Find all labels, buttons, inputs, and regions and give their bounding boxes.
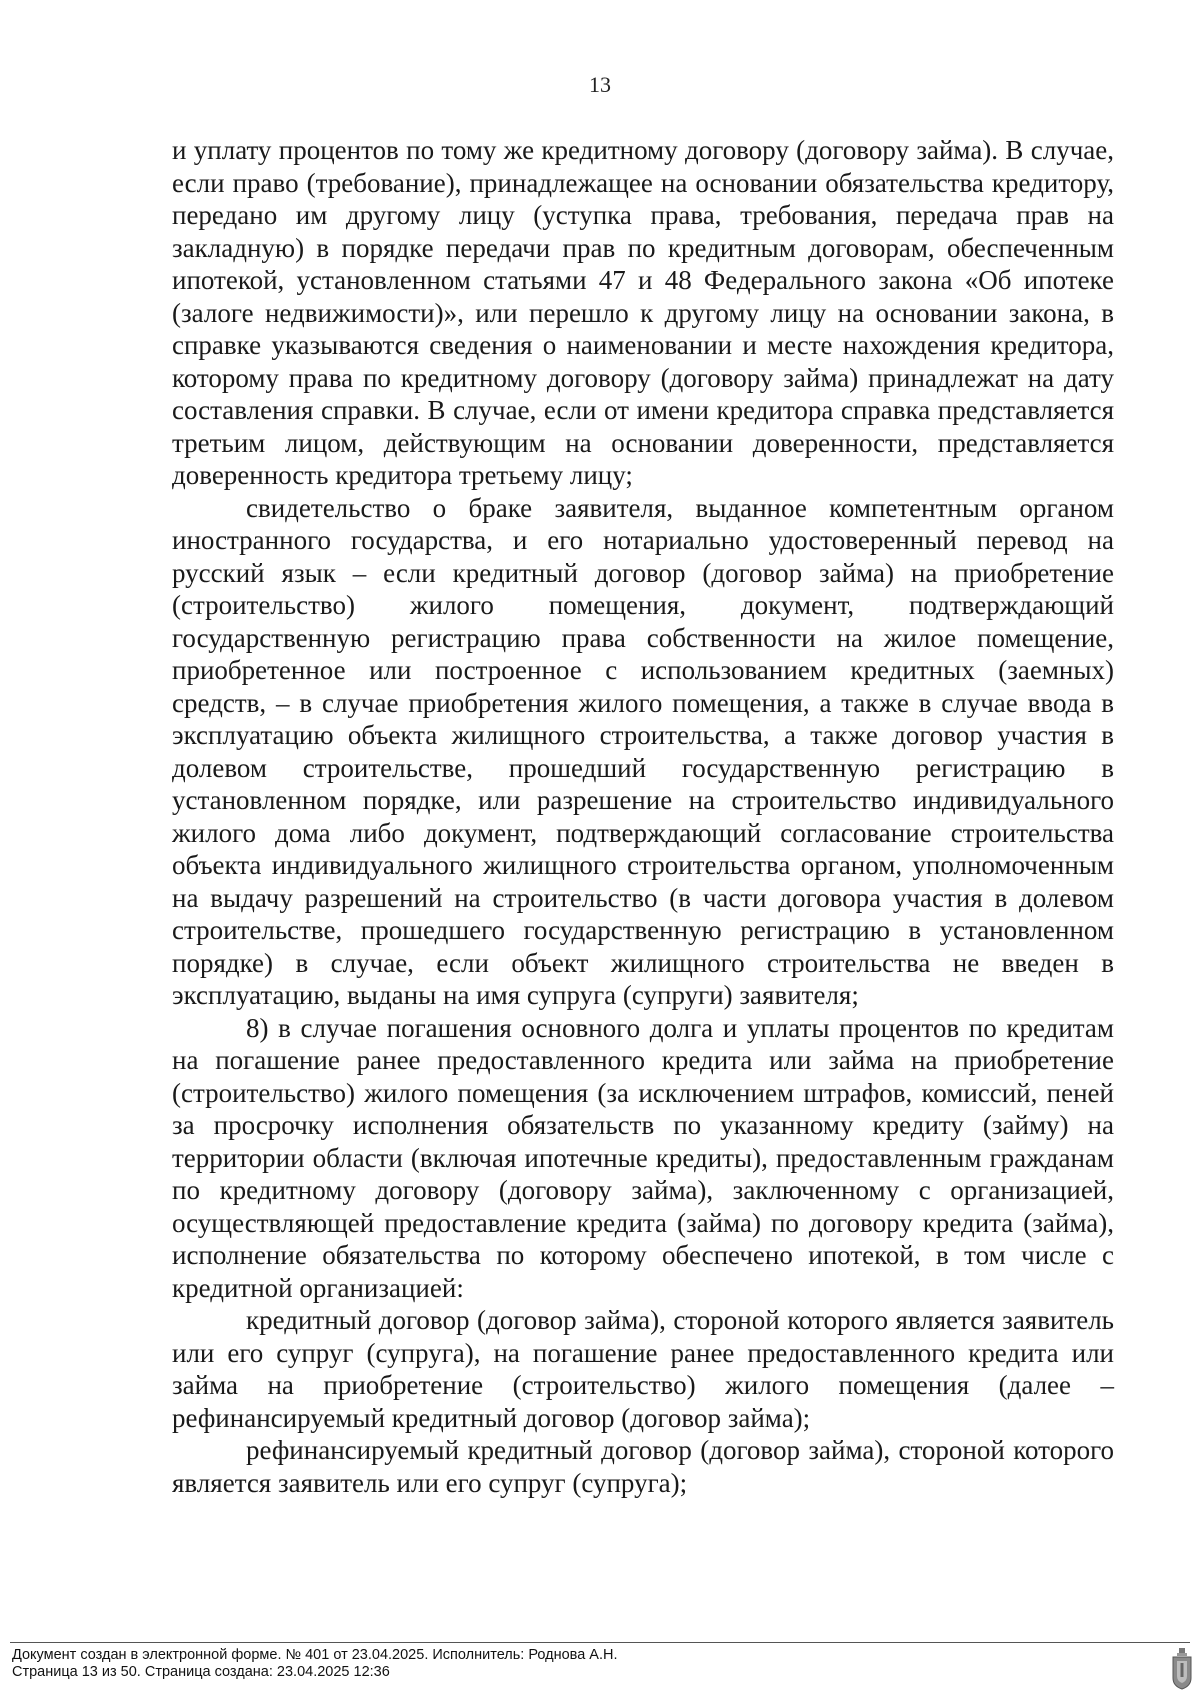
paragraph-marriage-certificate: свидетельство о браке заявителя, выданное компетентным органом иностранного государства, и его нотариально удостоверенный перевод на русский язык – если кредитный договор (договор займа) на приобретение (строительство) жилого помещения, документ, подтверждающий государственную регистрацию права собственности на жилое помещение, приобретенное или построенное с использованием кредитных (заемных) средств, – в случае приобретения жилого помещения, а также в случае ввода в эксплуатацию объекта жилищного строительства, а также договор участия в долевом строительстве, прошедший государственную регистрацию в установленном порядке, или разрешение на строительство индивидуального жилого дома либо документ, подтверждающий согласование строительства объекта индивидуального жилищного строительства органом, уполномоченным на выдачу разрешений на строительство (в части договора участия в долевом строительстве, прошедшего государственную регистрацию в установленном порядке) в случае, если объект жилищного строительства не введен в эксплуатацию, выданы на имя супруга (супруги) заявителя; — [172, 492, 1114, 1010]
coat-of-arms-icon — [1170, 1646, 1194, 1690]
paragraph-refinanced-contract: рефинансируемый кредитный договор (договор займа), стороной которого является заявитель или его супруг (супруга); — [172, 1435, 1114, 1498]
footer-divider — [10, 1642, 1190, 1643]
paragraph-refinancing-contract: кредитный договор (договор займа), стороной которого является заявитель или его супруг (супруга), на погашение ранее предоставленного кредита или займа на приобретение (строительство) жилого помещения (далее – рефинансируемый кредитный договор (договор займа); — [172, 1305, 1114, 1433]
paragraph-continuation: и уплату процентов по тому же кредитному договору (договору займа). В случае, если право (требование), принадлежащее на основании обязательства кредитору, передано им другому лицу (уступка права, требования, передача прав на закладную) в порядке передачи прав по кредитным договорам, обеспеченным ипотекой, установленном статьями 47 и 48 Федерального закона «Об ипотеке (залоге недвижимости)», или перешло к другому лицу на основании закона, в справке указываются сведения о наименовании и месте нахождения кредитора, которому права по кредитному договору (договору займа) принадлежат на дату составления справки. В случае, если от имени кредитора справка представляется третьим лицом, действующим на основании доверенности, представляется доверенность кредитора третьему лицу; — [172, 135, 1114, 490]
paragraph-item-8: 8) в случае погашения основного долга и уплаты процентов по кредитам на погашение ранее предоставленного кредита или займа на приобретение (строительство) жилого помещения (за исключением штрафов, комиссий, пеней за просрочку исполнения обязательств по указанному кредиту (займу) на территории области (включая ипотечные кредиты), предоставленным гражданам по кредитному договору (договору займа), заключенному с организацией, осуществляющей предоставление кредита (займа) по договору кредита (займа), исполнение обязательства по которому обеспечено ипотекой, в том числе с кредитной организацией: — [172, 1012, 1114, 1303]
page-number: 13 — [589, 72, 611, 97]
footer-document-info: Документ создан в электронной форме. № 401 от 23.04.2025. Исполнитель: Роднова А.Н. — [12, 1647, 618, 1663]
footer-page-info: Страница 13 из 50. Страница создана: 23.04.2025 12:36 — [12, 1664, 390, 1680]
document-body — [172, 134, 1114, 1499]
footer — [12, 1647, 1112, 1681]
